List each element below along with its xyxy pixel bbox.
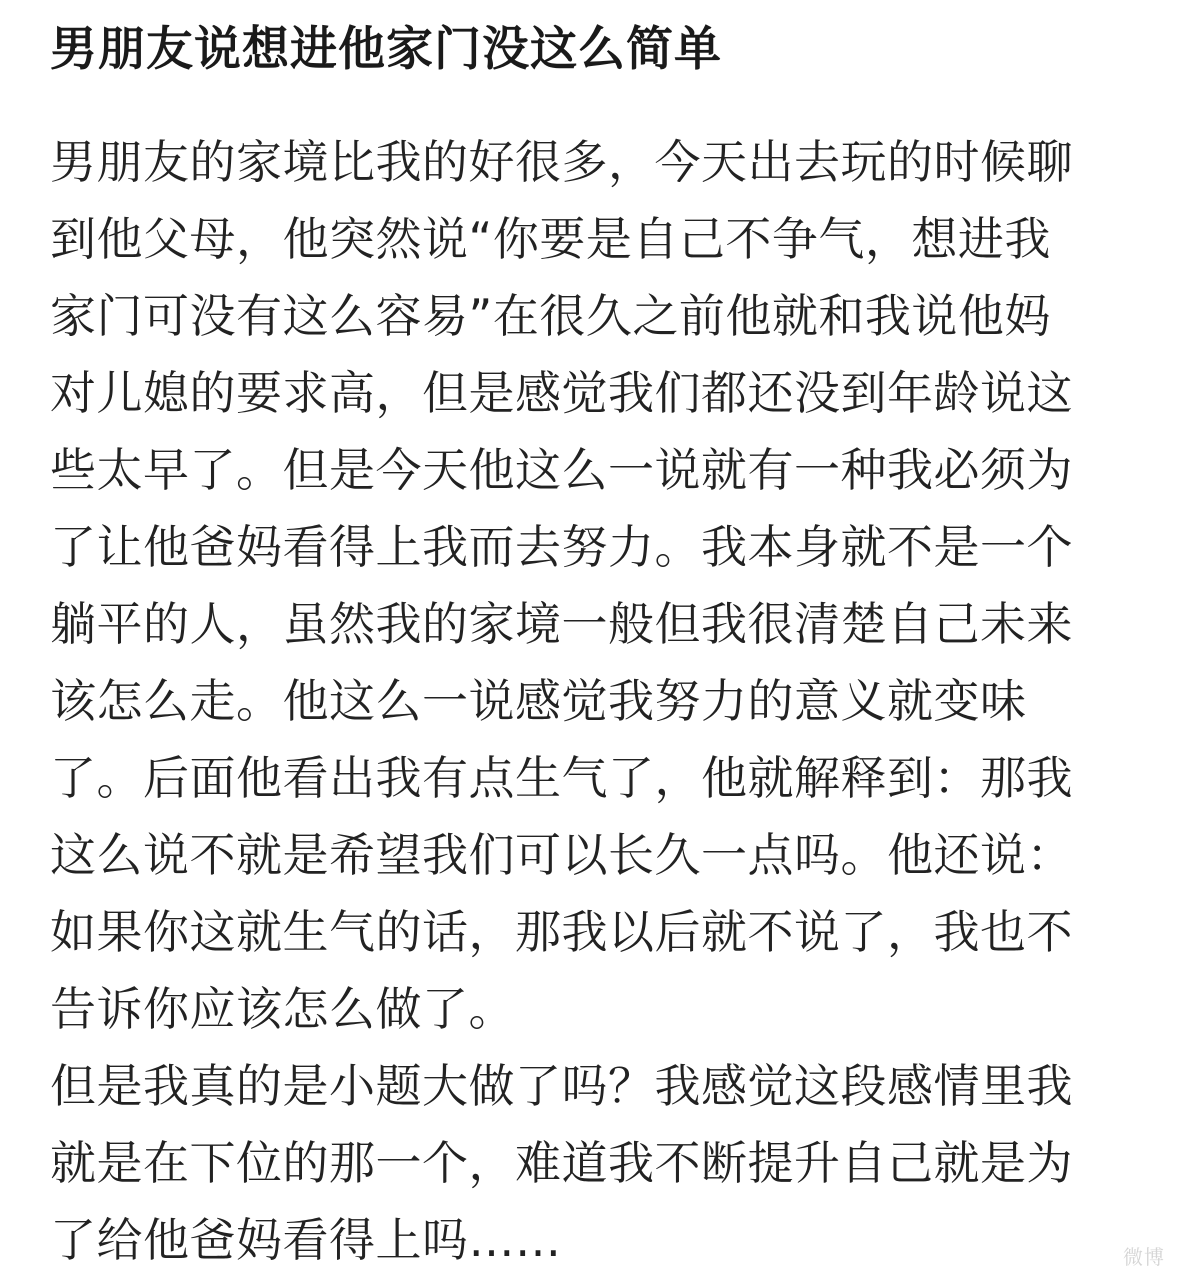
body-line: 了让他爸妈看得上我而去努力。我本身就不是一个	[50, 520, 1073, 574]
post-body	[50, 124, 1130, 1279]
watermark: 微博	[1123, 1245, 1165, 1269]
body-line: 男朋友的家境比我的好很多，今天出去玩的时候聊	[50, 135, 1073, 189]
post-content	[50, 18, 1130, 1279]
body-line: 家门可没有这么容易”在很久之前他就和我说他妈	[50, 289, 1051, 343]
body-line: 对儿媳的要求高，但是感觉我们都还没到年龄说这	[50, 366, 1073, 420]
body-line: 就是在下位的那一个，难道我不断提升自己就是为	[50, 1136, 1073, 1190]
post-title: 男朋友说想进他家门没这么简单	[50, 22, 722, 77]
body-line: 了。后面他看出我有点生气了，他就解释到：那我	[50, 751, 1073, 805]
body-line: 这么说不就是希望我们可以长久一点吗。他还说：	[50, 828, 1073, 882]
body-line: 如果你这就生气的话，那我以后就不说了，我也不	[50, 905, 1073, 959]
body-line: 了给他爸妈看得上吗……	[50, 1213, 562, 1267]
body-line: 该怎么走。他这么一说感觉我努力的意义就变味	[50, 674, 1027, 728]
body-line: 但是我真的是小题大做了吗？我感觉这段感情里我	[50, 1059, 1073, 1113]
body-line: 到他父母，他突然说“你要是自己不争气，想进我	[50, 212, 1051, 266]
body-line: 躺平的人，虽然我的家境一般但我很清楚自己未来	[50, 597, 1073, 651]
body-line: 些太早了。但是今天他这么一说就有一种我必须为	[50, 443, 1073, 497]
body-line: 告诉你应该怎么做了。	[50, 982, 515, 1036]
